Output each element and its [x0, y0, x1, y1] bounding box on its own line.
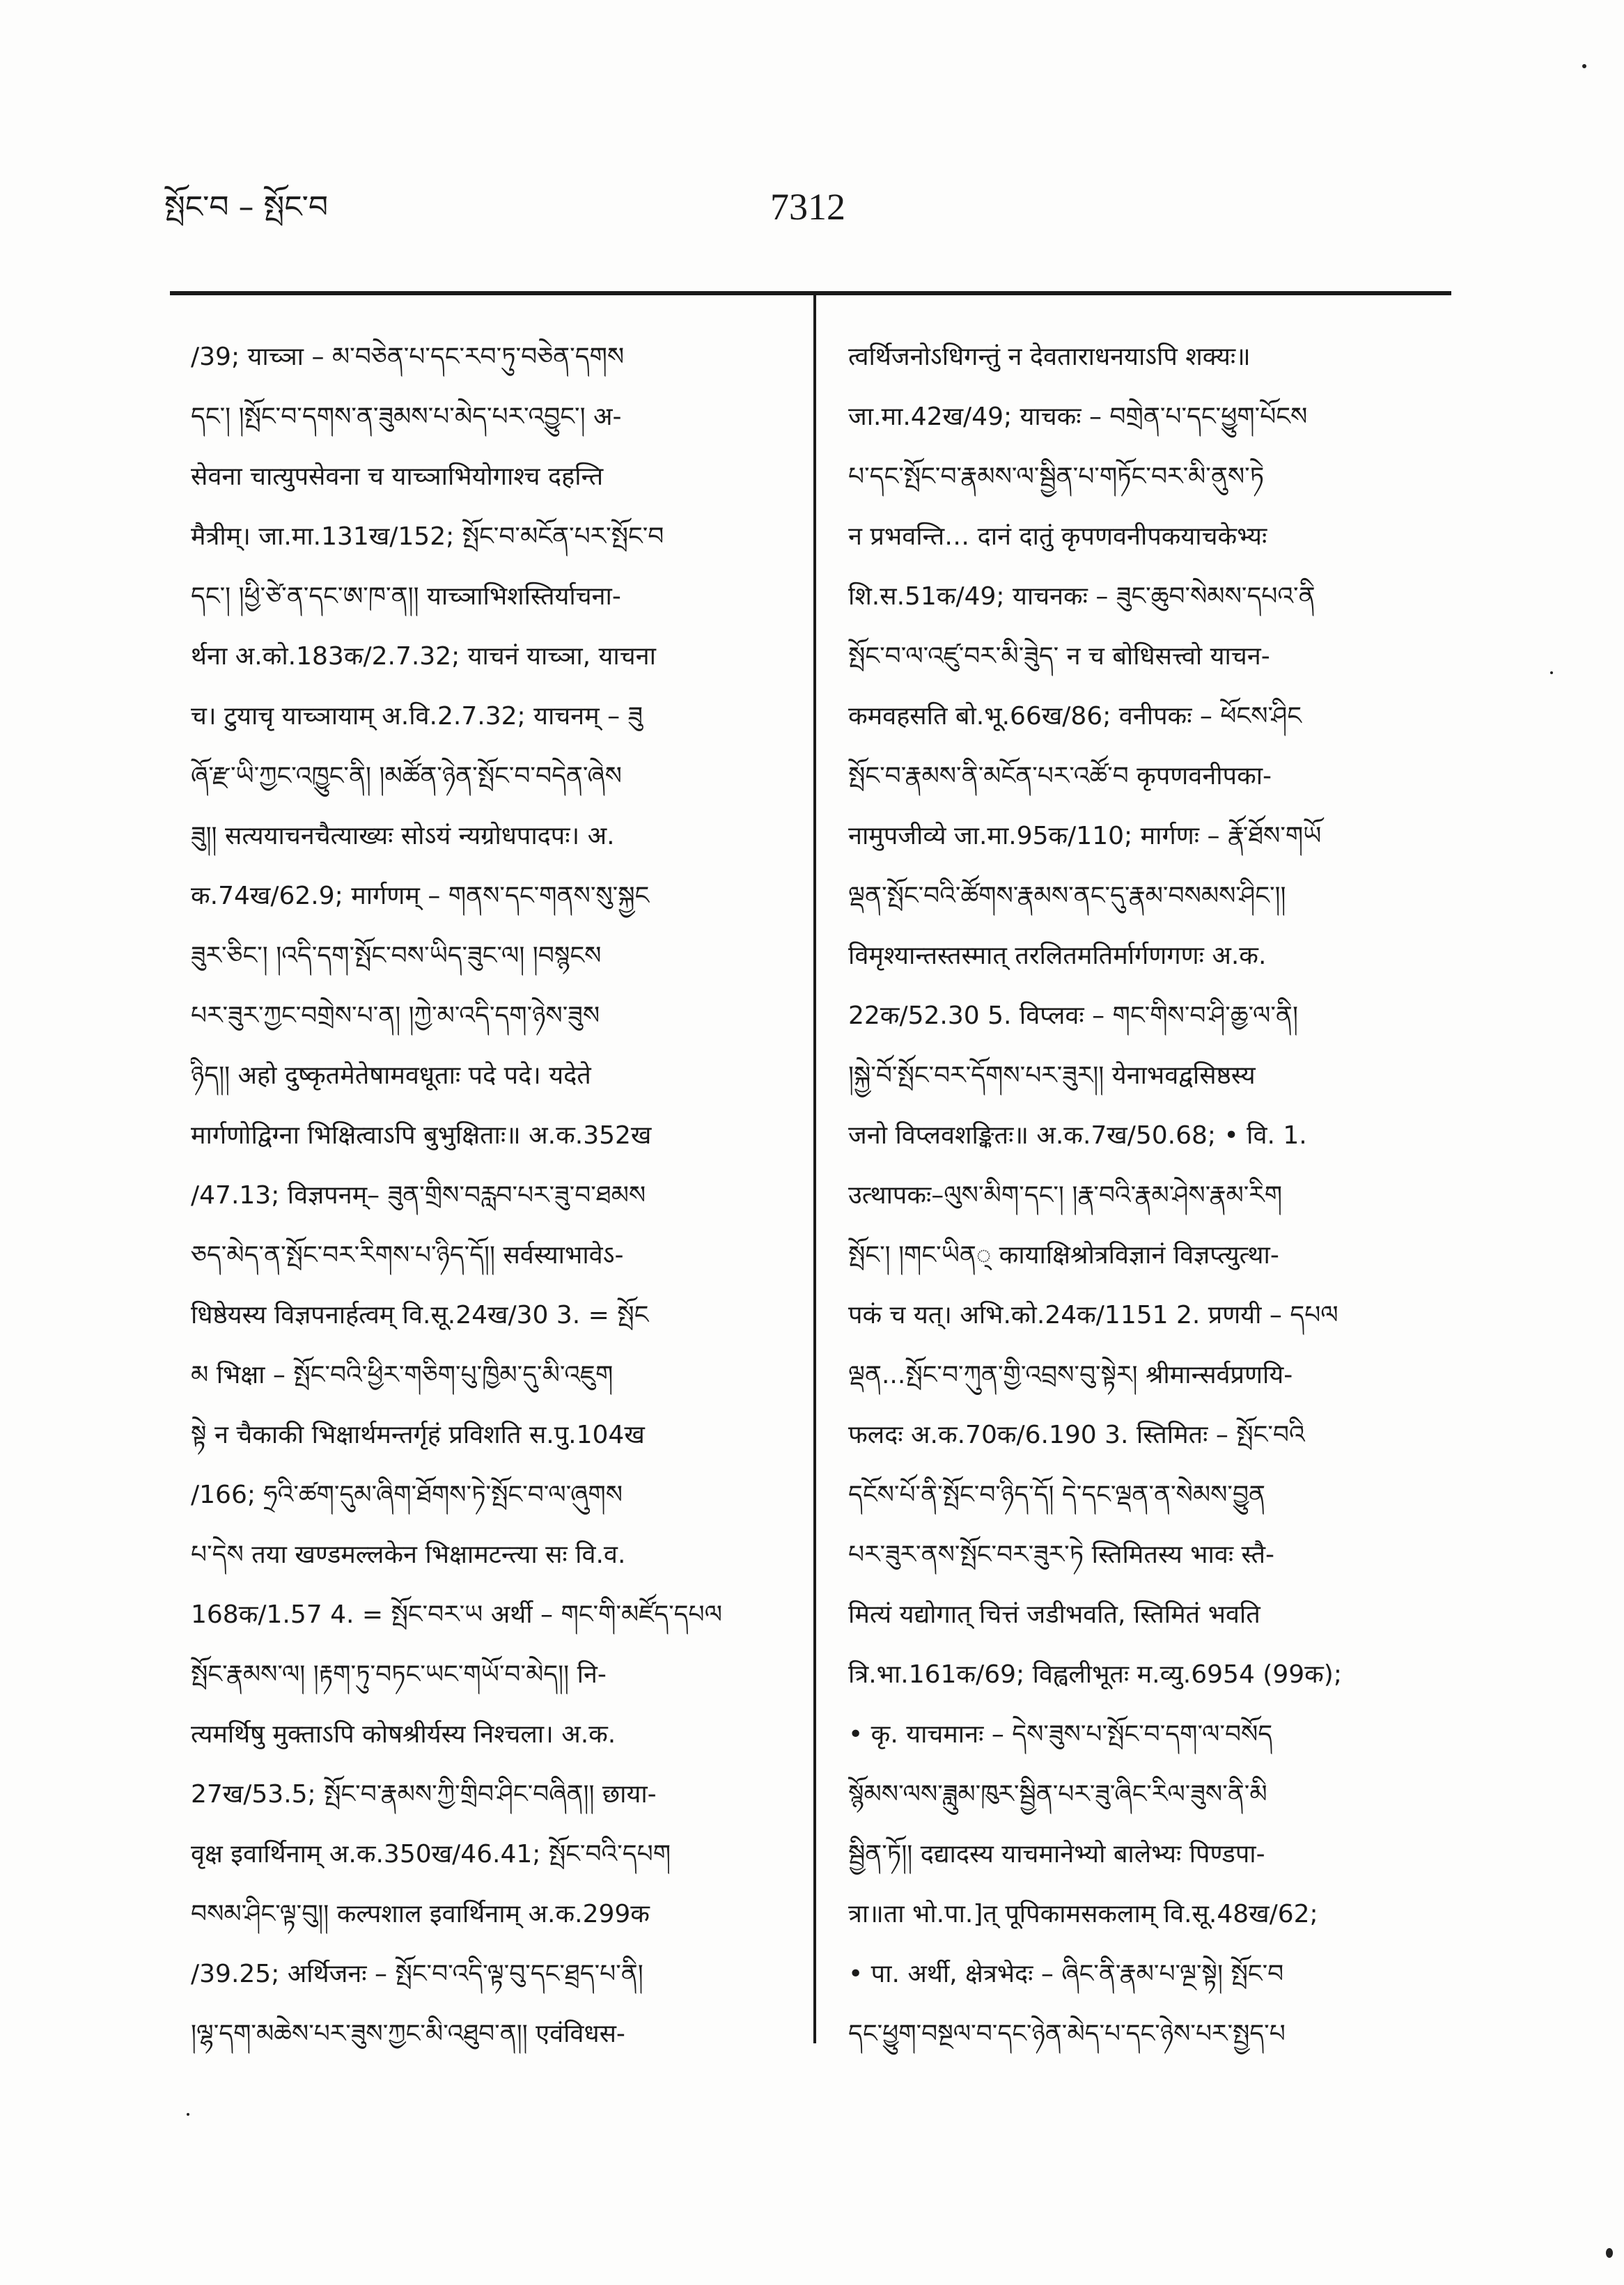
right-column-line: पकं च यत्। अभि.को.24क/1151 2. प्रणयी – དཔལ: [848, 1301, 1338, 1329]
left-column-line: सेवना चात्युपसेवना च याच्ञाभियोगाश्च दहन्ति: [191, 462, 604, 491]
right-column-line: जा.मा.42ख/49; याचकः – བགྲེན་པ་དང་ཕྱུག་པོངས: [848, 403, 1308, 431]
right-column-line: जनो विप्लवशङ्कितः॥ अ.क.7ख/50.68; • वि. 1.: [848, 1121, 1307, 1150]
left-column-line: /39.25; अर्थिजनः – སྤོང་བ་འདི་ལྟ་བུ་དང་ཐྲད་པ་ནི།: [191, 1960, 643, 1988]
left-column-line: ཟུ།། सत्ययाचनचैत्याख्यः सोऽयं न्यग्रोधपादपः। अ.: [191, 822, 615, 850]
right-column-line: ལྡན...སྤོང་བ་ཀུན་གྱི་འབྲས་བུ་སྟེར། श्रीमान्सर्वप्रणयि-: [848, 1361, 1293, 1389]
right-column-line: པར་ཟུར་ནས་སྤོང་བར་ཟུར་ཏེ स्तिमितस्य भावः स्तै-: [848, 1541, 1275, 1569]
right-column-line: उत्थापकः–ལུས་མིག་དང་། །རྣ་བའི་རྣམ་ཤེས་རྣམ་རིག: [848, 1181, 1283, 1210]
left-column-line: वृक्ष इवार्थिनाम् अ.क.350ख/46.41; སྤོང་བའི་དཔག: [191, 1840, 671, 1869]
left-column-line: སྟེ न चैकाकी भिक्षार्थमन्तर्गृहं प्रविशति स.पु.104ख: [191, 1421, 645, 1449]
right-column-line: त्रि.भा.161क/69; विह्वलीभूतः म.व्यु.6954 (99क);: [848, 1660, 1342, 1689]
header-rule: [170, 291, 1451, 295]
left-column-line: དང་། །ཕྱི་ཙེ་ན་དང་ཨ་ཁ་ན།། याच्ञाभिशस्तिर्याचना-: [191, 582, 621, 611]
left-column-line: ཞོ་རྫ་ཡི་ཀྱང་འཁྱུང་ནི། །མཚོན་ཉེན་སྤོང་བ་བདེན་ཞེས: [191, 762, 622, 790]
left-column-line: धिष्ठेयस्य विज्ञपनार्हत्वम् वि.सू.24ख/30 3. = སྤོང: [191, 1301, 649, 1329]
left-column-line: པ་དེས तया खण्डमल्लकेन भिक्षामटन्त्या सः वि.व.: [191, 1541, 626, 1569]
left-column-line: च। टुयाचृ याच्ञायाम् अ.वि.2.7.32; याचनम् – ཟུ: [191, 702, 643, 731]
left-column-line: क.74ख/62.9; मार्गणम् – གནས་དང་གནས་སུ་སྐྱང: [191, 882, 650, 910]
right-column-line: नामुपजीव्ये जा.मा.95क/110; मार्गणः – རྣོ་ཐོས་གཡོ: [848, 822, 1322, 850]
scan-speck: [1550, 671, 1553, 674]
left-column-line: 27ख/53.5; སྤོང་བ་རྣམས་ཀྱི་གྲིབ་ཤིང་བཞིན།། छाया-: [191, 1780, 657, 1809]
scan-speck: [187, 2113, 189, 2116]
left-column-line: །ལྷ་དག་མཆེས་པར་ཟུས་ཀྱང་མི་འཐུབ་ན།། एवंविधस-: [191, 2020, 625, 2048]
right-column-line: शि.स.51क/49; याचनकः – ཟུང་ཆུབ་སེམས་དཔའ་ནི: [848, 582, 1315, 611]
left-column-line: ཉིད།། अहो दुष्कृतमेतेषामवधूताः पदे पदे। यदेते: [191, 1061, 591, 1090]
right-column-line: དངོས་པོ་ནི་སྤོང་བ་ཉིད་དོ། དེ་དང་ལྡན་ན་སེམས་བྱུན: [848, 1481, 1266, 1509]
scan-speck: [1606, 2248, 1613, 2258]
left-column-line: त्यमर्थिषु मुक्ताऽपि कोषश्रीर्यस्य निश्चला। अ.क.: [191, 1720, 616, 1749]
left-column-line: ཅད་མེད་ན་སྤོང་བར་རིགས་པ་ཉིད་དོ།། सर्वस्याभावेऽ-: [191, 1241, 624, 1270]
left-column-line: मैत्रीम्। जा.मा.131ख/152; སྤོང་བ་མངོན་པར་སྤོང་བ: [191, 522, 664, 551]
column-divider: [813, 295, 816, 2043]
right-column-line: སྙོམས་ལས་ཟླུམ་ཁུར་སྦྱིན་པར་ཟུ་ཞིང་རིལ་ཟུས་ནི་མི: [848, 1780, 1267, 1809]
right-column-line: विमृश्यान्तस्तस्मात् तरलितमतिर्मार्गणगणः अ.क.: [848, 942, 1267, 970]
right-column-line: སྦྱིན་ཏོ།། दद्यादस्य याचमानेभ्यो बालेभ्यः पिण्डपा-: [848, 1840, 1265, 1869]
right-column-line: །སྐྱེ་བོ་སྤོང་བར་དོགས་པར་ཟུར།། येनाभवद्वसिष्ठस्य: [848, 1061, 1256, 1090]
left-column-line: བསམ་ཤིང་ལྟ་བུ།། कल्पशाल इवार्थिनाम् अ.क.299क: [191, 1900, 650, 1928]
right-column-line: དང་ཕྱུག་བསྔལ་བ་དང་ཉེན་མེད་པ་དང་ཉེས་པར་སྤྱད་པ: [848, 2020, 1286, 2048]
right-column-line: པ་དང་སྤོང་བ་རྣམས་ལ་སྦྱིན་པ་གཏོང་བར་མི་ནུས་ཏེ: [848, 462, 1265, 491]
right-column-line: मित्यं यद्योगात् चित्तं जडीभवति, स्तिमितं भवति: [848, 1600, 1260, 1629]
left-column-line: मार्गणोद्विग्ना भिक्षित्वाऽपि बुभुक्षिताः॥ अ.क.352ख: [191, 1121, 652, 1150]
right-column-line: ལྡན་སྤོང་བའི་ཚོགས་རྣམས་ནང་དུ་རྣམ་བསམས་ཤིང་།།: [848, 882, 1286, 910]
left-column-line: པར་ཟུར་ཀྱང་བགྲེས་པ་ན། །ཀྱེ་མ་འདི་དག་ཉེས་ཟུས: [191, 1001, 600, 1030]
left-column-line: /166; ཧྲའི་ཚག་དུམ་ཞིག་ཐོགས་ཏེ་སྤོང་བ་ལ་ཞུགས: [191, 1481, 623, 1509]
right-column-line: སྤོང་། །གང་ཡིན् कायाक्षिश्रोत्रविज्ञानं विज्ञप्त्युत्था-: [848, 1241, 1279, 1270]
scan-speck: [1582, 64, 1586, 68]
right-column-line: त्वर्थिजनोऽधिगन्तुं न देवताराधनयाऽपि शक्यः॥: [848, 343, 1251, 371]
running-head: སྤོང་བ – སྤོང་བ: [164, 189, 329, 225]
left-column-line: 168क/1.57 4. = སྤོང་བར་ཡ अर्थी – གང་གི་མཛོད་དཔལ: [191, 1600, 722, 1629]
right-column-line: སྤོང་བ་ལ་འཛུ་བར་མི་ཟེུད་ न च बोधिसत्त्वो याचन-: [848, 642, 1270, 671]
right-column-line: त्रा॥ता भो.पा.]त् पूपिकामसकलाम् वि.सू.48ख/62;: [848, 1900, 1318, 1928]
left-column-line: /47.13; विज्ञपनम्– ཟུན་གྲིས་བརླབ་པར་ཟུ་བ་ཐམས: [191, 1181, 646, 1210]
left-column-line: སྤོང་རྣམས་ལ། །རྟག་ཏུ་བཏང་ཡང་གཡོ་བ་མེད།། नि-: [191, 1660, 607, 1689]
right-column-line: न प्रभवन्ति… दानं दातुं कृपणवनीपकयाचकेभ्यः: [848, 522, 1267, 551]
right-column-line: • पा. अर्थी, क्षेत्रभेदः – ཞིང་ནི་རྣམ་པ་ལྔ་སྟེ། སྤོང་བ: [848, 1960, 1284, 1988]
left-column: [191, 327, 797, 2064]
left-column-line: /39; याच्ञा – མ་བཅེན་པ་དང་རབ་ཏུ་བཅེན་དགས: [191, 343, 625, 371]
left-column-line: ཟུར་ཅིང་། །འདི་དག་སྤོང་བས་ཡིད་ཟུང་ལ། །བསྙངས: [191, 942, 602, 970]
page-number: 7312: [770, 186, 845, 228]
right-column-line: कमवहसति बो.भू.66ख/86; वनीपकः – ཕོངས་ཤིང: [848, 702, 1302, 731]
right-column-line: फलदः अ.क.70क/6.190 3. स्तिमितः – སྤོང་བའི: [848, 1421, 1305, 1449]
left-column-line: མ भिक्षा – སྤོང་བའི་ཕྱིར་གཅིག་པུ་ཁྱིམ་དུ་མི་འཇུག: [191, 1361, 614, 1389]
left-column-line: र्थना अ.को.183क/2.7.32; याचनं याच्ञा, याचना: [191, 642, 656, 671]
right-column-line: • कृ. याचमानः – དེས་ཟུས་པ་སྤོང་བ་དག་ལ་བསོད: [848, 1720, 1273, 1749]
right-column-line: 22क/52.30 5. विप्लवः – གང་གིས་བ་ཤི་ཆྱ་ལ་ནི།: [848, 1001, 1298, 1030]
left-column-line: དང་། །སྤོང་བ་དགས་ན་ཟུམས་པ་མེད་པར་འབྱུང་། अ-: [191, 403, 622, 431]
right-column-line: སྤོང་བ་རྣམས་ནི་མངོན་པར་འཚོ་བ कृपणवनीपका-: [848, 762, 1272, 790]
right-column: [848, 327, 1454, 2064]
